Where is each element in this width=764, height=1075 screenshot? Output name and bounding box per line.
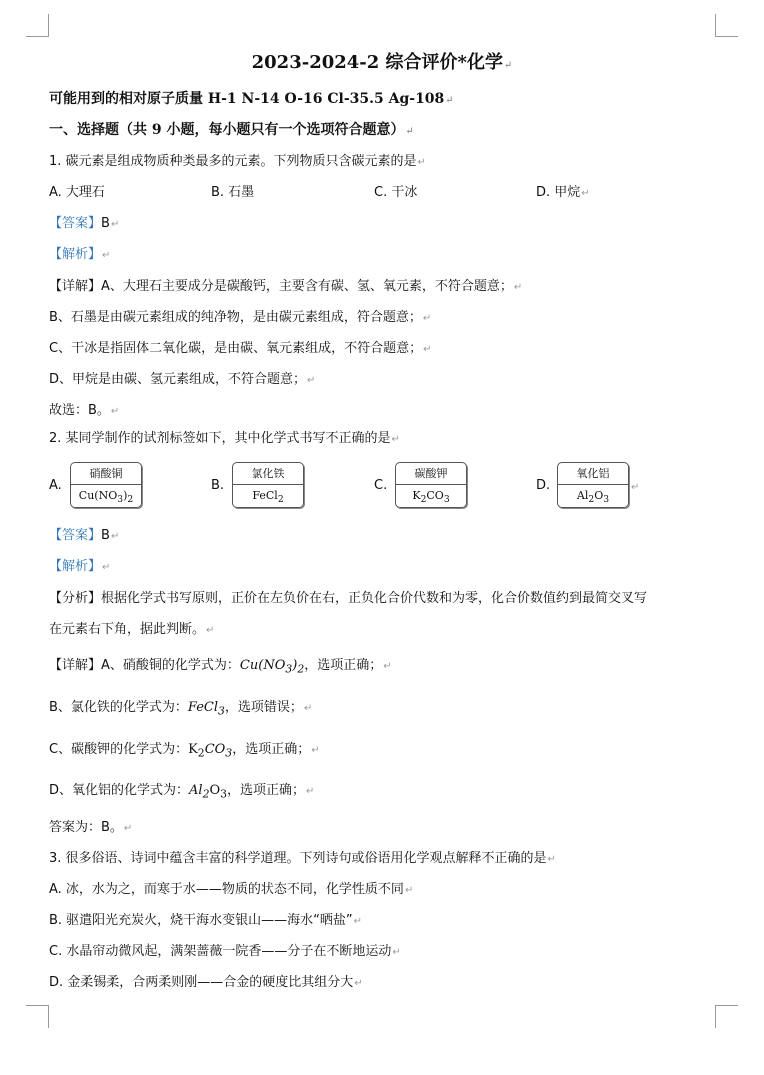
reagent-name: 硝酸铜 <box>71 463 141 485</box>
reagent-name: 氧化铝 <box>558 463 628 485</box>
q2-analysis-label: 【解析】↵ <box>49 559 111 574</box>
reagent-label-a <box>70 462 142 508</box>
reagent-formula: FeCl$_2$ <box>252 489 284 506</box>
crop-mark-top-left <box>26 14 49 37</box>
formula-cu-no3-2: $Cu(NO_3)_2$ <box>239 658 305 676</box>
formula-fecl3: FeCl$_3$ <box>187 700 225 718</box>
q1-conclusion: 故选：B。↵ <box>49 403 120 418</box>
q2-answer: 【答案】B↵ <box>49 528 120 543</box>
q1-detail-b: B、石墨是由碳元素组成的纯净物，是由碳元素组成，符合题意；↵ <box>49 310 432 325</box>
formula-al2o3: $Al_2O_3$ <box>189 783 228 801</box>
reagent-name: 碳酸钾 <box>396 463 466 485</box>
q2-detail-a: 【详解】A、硝酸铜的化学式为：$Cu(NO_3)_2$，选项正确；↵ <box>49 658 392 676</box>
reagent-name: 氯化铁 <box>233 463 303 485</box>
crop-mark-top-right <box>715 14 738 37</box>
q2-option-c-letter: C. <box>374 478 388 493</box>
reagent-formula: $Al_2O_3$ <box>576 489 610 506</box>
q2-option-d-letter: D. <box>536 478 551 493</box>
reagent-formula: $K_2CO_3$ <box>412 489 450 506</box>
q3-option-a: A. 冰，水为之，而寒于水——物质的状态不同，化学性质不同↵ <box>49 882 414 897</box>
q2-detail-d: D、氧化铝的化学式为：$Al_2O_3$，选项正确；↵ <box>49 783 315 801</box>
q2-detail-b: B、氯化铁的化学式为：FeCl$_3$，选项错误；↵ <box>49 700 313 718</box>
q1-answer: 【答案】B↵ <box>49 216 120 231</box>
atomic-mass-line: 可能用到的相对原子质量 H-1 N-14 O-16 Cl-35.5 Ag-108↵ <box>49 91 454 107</box>
q3-option-d: D. 金柔锡柔，合两柔则刚——合金的硬度比其组分大↵ <box>49 975 363 990</box>
q1-stem: 1. 碳元素是组成物质种类最多的元素。下列物质只含碳元素的是↵ <box>49 154 426 169</box>
q1-analysis-label: 【解析】↵ <box>49 247 111 262</box>
q1-option-b: B. 石墨 <box>211 185 255 200</box>
q1-detail-c: C、干冰是指固体二氧化碳，是由碳、氧元素组成，不符合题意；↵ <box>49 341 432 356</box>
q1-detail-a: 【详解】A、大理石主要成分是碳酸钙，主要含有碳、氢、氧元素，不符合题意；↵ <box>49 279 523 294</box>
q2-option-a-letter: A. <box>49 478 62 493</box>
q2-conclusion: 答案为：B。↵ <box>49 820 133 835</box>
q2-detail-c: C、碳酸钾的化学式为：$K_2CO_3$，选项正确；↵ <box>49 742 320 760</box>
q1-option-c: C. 干冰 <box>374 185 418 200</box>
q2-fenxi-1: 【分析】根据化学式书写原则，正价在左负价在右，正负化合价代数和为零，化合价数值约到最简交叉写 <box>49 591 648 606</box>
q3-stem: 3. 很多俗语、诗词中蕴含丰富的科学道理。下列诗句或俗语用化学观点解释不正确的是↵ <box>49 851 556 866</box>
reagent-label-d <box>557 462 629 508</box>
q2-stem: 2. 某同学制作的试剂标签如下，其中化学式书写不正确的是↵ <box>49 431 400 446</box>
crop-mark-bottom-right <box>715 1005 738 1028</box>
q1-option-d: D. 甲烷↵ <box>536 185 590 200</box>
crop-mark-bottom-left <box>26 1005 49 1028</box>
q1-detail-d: D、甲烷是由碳、氢元素组成，不符合题意；↵ <box>49 372 316 387</box>
reagent-label-c <box>395 462 467 508</box>
paragraph-mark: ↵ <box>631 482 640 493</box>
reagent-label-b <box>232 462 304 508</box>
q2-option-b-letter: B. <box>211 478 225 493</box>
q3-option-c: C. 水晶帘动微风起，满架蔷薇一院香——分子在不断地运动↵ <box>49 944 401 959</box>
page-title: 2023-2024-2 综合评价*化学↵ <box>251 52 513 73</box>
q1-option-a: A. 大理石 <box>49 185 105 200</box>
section-heading: 一、选择题（共 9 小题，每小题只有一个选项符合题意）↵ <box>49 122 414 138</box>
formula-k2co3: $K_2CO_3$ <box>188 742 233 760</box>
reagent-formula: $Cu(NO_3)_2$ <box>78 489 134 506</box>
q3-option-b: B. 驱遣阳光充炭火，烧干海水变银山——海水“晒盐”↵ <box>49 913 363 928</box>
q2-fenxi-2: 在元素右下角，据此判断。↵ <box>49 622 215 637</box>
